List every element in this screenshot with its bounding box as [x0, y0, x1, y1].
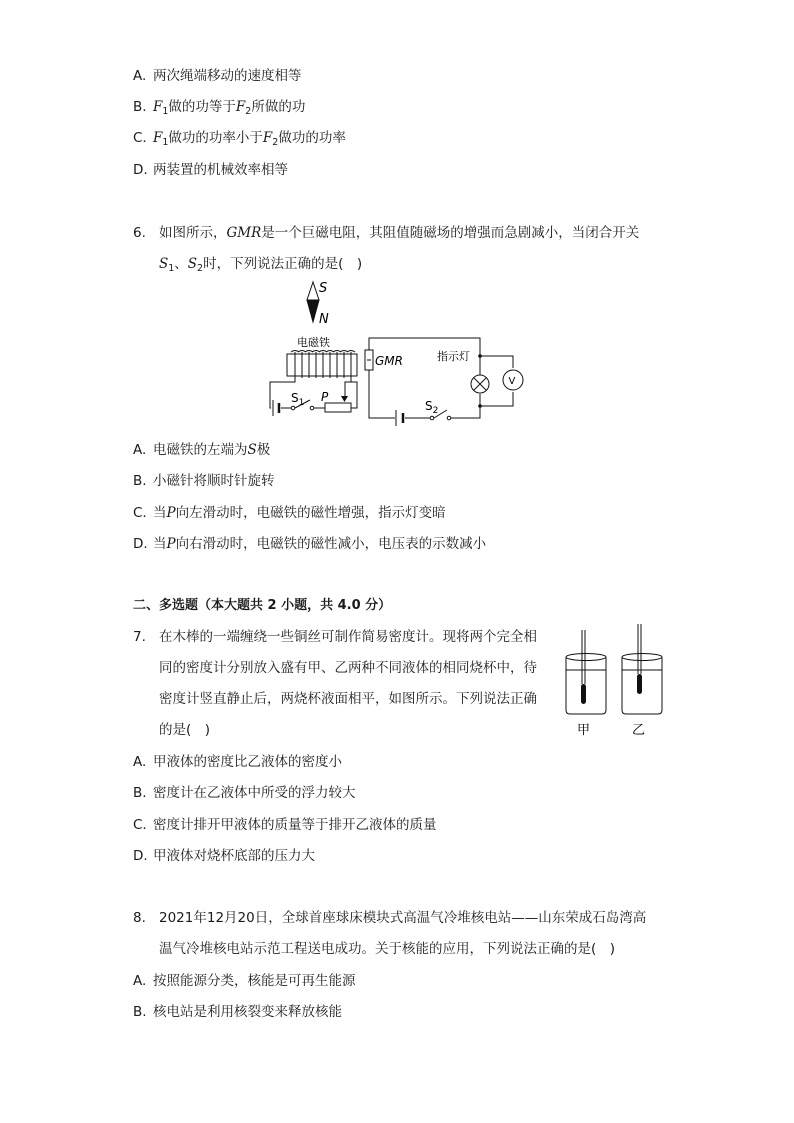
subscript: 1 — [168, 263, 175, 274]
option-letter: A. — [133, 973, 147, 989]
compass-s-label: S — [319, 281, 328, 296]
left-battery — [273, 400, 279, 416]
q7-option-b — [133, 783, 356, 803]
option-variable: S — [247, 442, 257, 458]
q8-stem-line1 — [133, 908, 646, 928]
beaker-a-label: 甲 — [577, 723, 591, 738]
option-letter: C. — [133, 130, 147, 146]
subscript: 2 — [197, 263, 204, 274]
stem-text: 时，下列说法正确的是( ) — [203, 256, 363, 272]
force-symbol: F — [153, 130, 163, 146]
switch-symbol: S — [159, 256, 169, 272]
q8-stem-line2: 温气冷堆核电站示范工程送电成功。关于核能的应用，下列说法正确的是( ) — [159, 941, 616, 957]
option-text: 两装置的机械效率相等 — [153, 162, 288, 178]
q6-stem-line1 — [133, 223, 639, 243]
option-letter: C. — [133, 505, 147, 521]
option-text: 向右滑动时，电磁铁的磁性减小，电压表的示数减小 — [175, 536, 487, 552]
q7-stem-line4: 的是( ) — [159, 722, 211, 738]
beaker-diagram — [560, 622, 670, 744]
option-text: 核电站是利用核裂变来释放核能 — [153, 1004, 342, 1020]
q5-option-a — [133, 66, 302, 86]
q5-option-c — [133, 128, 346, 153]
q6-option-c — [133, 503, 446, 523]
option-letter: D. — [133, 162, 148, 178]
option-text: 所做的功 — [251, 99, 306, 115]
hydrometer-b-bulb — [637, 674, 642, 694]
q7-option-d — [133, 846, 315, 866]
option-text: 电磁铁的左端为 — [153, 442, 248, 458]
option-text: 当 — [153, 505, 167, 521]
subscript: 1 — [162, 137, 169, 148]
stem-text: 、 — [174, 256, 188, 272]
option-text: 极 — [256, 442, 271, 458]
q7-stem-line1 — [133, 627, 537, 647]
q7-option-c — [133, 815, 437, 835]
q5-option-b — [133, 97, 305, 122]
indicator-label: 指示灯 — [437, 350, 470, 363]
slider-p-label: P — [321, 390, 329, 404]
question-number: 7. — [133, 629, 146, 645]
option-text: 甲液体的密度比乙液体的密度小 — [153, 754, 342, 770]
q6-option-a — [133, 440, 270, 460]
force-symbol: F — [262, 130, 273, 146]
option-text: 向左滑动时，电磁铁的磁性增强，指示灯变暗 — [175, 505, 446, 521]
q7-option-a — [133, 752, 342, 772]
q8-option-b — [133, 1002, 342, 1022]
option-text: 做功的功率小于 — [168, 130, 263, 146]
option-letter: B. — [133, 1004, 147, 1020]
switch-symbol: S — [187, 256, 198, 272]
option-text: 甲液体对烧杯底部的压力大 — [153, 848, 315, 864]
question-number: 6. — [133, 225, 146, 241]
option-text: 密度计排开甲液体的质量等于排开乙液体的质量 — [153, 817, 437, 833]
option-text: 做功的功率 — [278, 130, 346, 146]
right-battery — [396, 410, 403, 426]
option-letter: A. — [133, 68, 147, 84]
option-text: 两次绳端移动的速度相等 — [153, 68, 302, 84]
option-letter: B. — [133, 99, 147, 115]
circuit-diagram — [255, 278, 535, 428]
subscript: 2 — [272, 137, 279, 148]
option-letter: D. — [133, 536, 148, 552]
force-symbol: F — [235, 99, 246, 115]
option-letter: A. — [133, 442, 147, 458]
s2-label: $S_2$ — [425, 399, 439, 416]
compass-needle-s — [307, 282, 319, 300]
subscript: 2 — [245, 106, 252, 117]
option-text: 做的功等于 — [168, 99, 236, 115]
q7-stem-line3: 密度计竖直静止后，两烧杯液面相平，如图所示。下列说法正确 — [159, 691, 537, 707]
stem-text: 2021年12月20日，全球首座球床模块式高温气冷堆核电站——山东荣成石岛湾高 — [159, 910, 647, 926]
rheostat — [325, 403, 351, 412]
section-heading: 二、多选题（本大题共 2 小题，共 4.0 分） — [133, 598, 392, 613]
option-text: 当 — [153, 536, 167, 552]
s1-label: $S_1$ — [291, 391, 305, 408]
voltmeter-label: V — [508, 376, 516, 387]
gmr-symbol: GMR — [226, 225, 262, 241]
option-variable: P — [166, 505, 176, 521]
stem-text: 如图所示， — [159, 225, 227, 241]
force-symbol: F — [153, 99, 163, 115]
option-text: 小磁针将顺时针旋转 — [153, 473, 275, 489]
option-letter: B. — [133, 473, 147, 489]
q6-option-d — [133, 534, 486, 554]
q6-stem-line2 — [159, 254, 362, 279]
electromagnet-label: 电磁铁 — [297, 336, 330, 349]
question-number: 8. — [133, 910, 146, 926]
gmr-label: GMR — [375, 354, 403, 368]
subscript: 1 — [162, 106, 169, 117]
option-letter: A. — [133, 754, 147, 770]
q8-option-a — [133, 971, 356, 991]
q6-option-b — [133, 471, 275, 491]
q5-option-d — [133, 160, 288, 180]
beaker-b-label: 乙 — [632, 723, 646, 738]
rheostat-slider — [341, 396, 348, 402]
option-text: 密度计在乙液体中所受的浮力较大 — [153, 785, 356, 801]
option-letter: C. — [133, 817, 147, 833]
q7-stem-line2: 同的密度计分别放入盛有甲、乙两种不同液体的相同烧杯中，待 — [159, 660, 537, 676]
option-letter: D. — [133, 848, 148, 864]
option-letter: B. — [133, 785, 147, 801]
stem-text: 是一个巨磁电阻，其阻值随磁场的增强而急剧减小，当闭合开关 — [261, 225, 640, 241]
junction-dot — [478, 354, 482, 358]
hydrometer-a-bulb — [581, 684, 586, 704]
option-variable: P — [166, 536, 176, 552]
compass-needle-n — [307, 300, 319, 322]
stem-text: 在木棒的一端缠绕一些铜丝可制作简易密度计。现将两个完全相 — [159, 629, 537, 645]
electromagnet-core — [287, 354, 357, 376]
beaker-a — [566, 654, 606, 715]
junction-dot — [478, 404, 482, 408]
compass-n-label: N — [319, 312, 329, 327]
option-text: 按照能源分类，核能是可再生能源 — [153, 973, 356, 989]
